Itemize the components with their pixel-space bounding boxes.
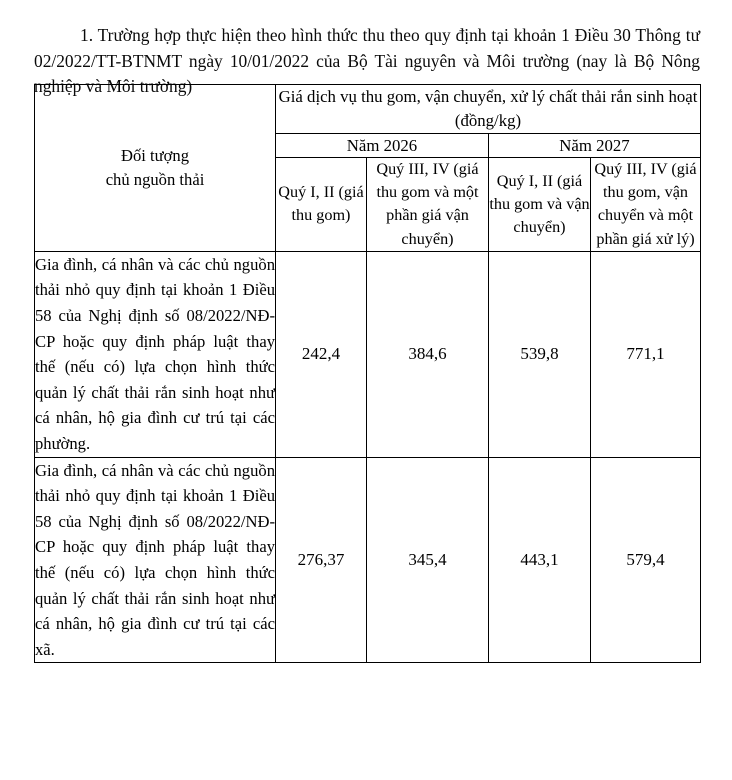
price-table xyxy=(34,84,701,663)
header-subject-line2: chủ nguồn thải xyxy=(105,169,205,189)
header-quarter-2026-q34: Quý III, IV (giá thu gom và một phần giá vận chuyển) xyxy=(367,158,489,252)
header-subject-column xyxy=(35,85,276,252)
row-subject-rural: Gia đình, cá nhân và các chủ nguồn thải nhỏ quy định tại khoản 1 Điều 58 của Nghị định số 08/2022/NĐ-CP hoặc quy định pháp luật thay thế (nếu có) lựa chọn hình thức quản lý chất thải rắn sinh hoạt như cá nhân, hộ gia đình cư trú tại các xã. xyxy=(35,457,276,663)
row-value-2027-q12: 443,1 xyxy=(489,457,591,663)
table-body xyxy=(35,251,701,663)
header-year-2027: Năm 2027 xyxy=(489,134,701,158)
header-subject-line1: Đối tượng xyxy=(120,145,189,165)
price-table-container xyxy=(34,84,700,663)
table-row xyxy=(35,457,701,663)
header-quarter-2027-q34: Quý III, IV (giá thu gom, vận chuyển và một phần giá xử lý) xyxy=(591,158,701,252)
row-value-2027-q34: 579,4 xyxy=(591,457,701,663)
header-row-group xyxy=(35,85,701,134)
row-value-2026-q34: 384,6 xyxy=(367,251,489,457)
header-price-group: Giá dịch vụ thu gom, vận chuyển, xử lý chất thải rắn sinh hoạt (đồng/kg) xyxy=(276,85,701,134)
intro-paragraph: 1. Trường hợp thực hiện theo hình thức thu theo quy định tại khoản 1 Điều 30 Thông tư 02/2022/TT-BTNMT ngày 10/01/2022 của Bộ Tài nguyên và Môi trường (nay là Bộ Nông nghiệp và Môi trường) xyxy=(34,25,700,97)
row-value-2027-q12: 539,8 xyxy=(489,251,591,457)
table-row xyxy=(35,251,701,457)
row-value-2026-q12: 276,37 xyxy=(276,457,367,663)
header-quarter-2026-q12: Quý I, II (giá thu gom) xyxy=(276,158,367,252)
header-quarter-2027-q12: Quý I, II (giá thu gom và vận chuyển) xyxy=(489,158,591,252)
row-value-2026-q12: 242,4 xyxy=(276,251,367,457)
table-header xyxy=(35,85,701,252)
row-subject-urban: Gia đình, cá nhân và các chủ nguồn thải nhỏ quy định tại khoản 1 Điều 58 của Nghị định số 08/2022/NĐ-CP hoặc quy định pháp luật thay thế (nếu có) lựa chọn hình thức quản lý chất thải rắn sinh hoạt như cá nhân, hộ gia đình cư trú tại các phường. xyxy=(35,251,276,457)
header-year-2026: Năm 2026 xyxy=(276,134,489,158)
row-value-2027-q34: 771,1 xyxy=(591,251,701,457)
row-value-2026-q34: 345,4 xyxy=(367,457,489,663)
